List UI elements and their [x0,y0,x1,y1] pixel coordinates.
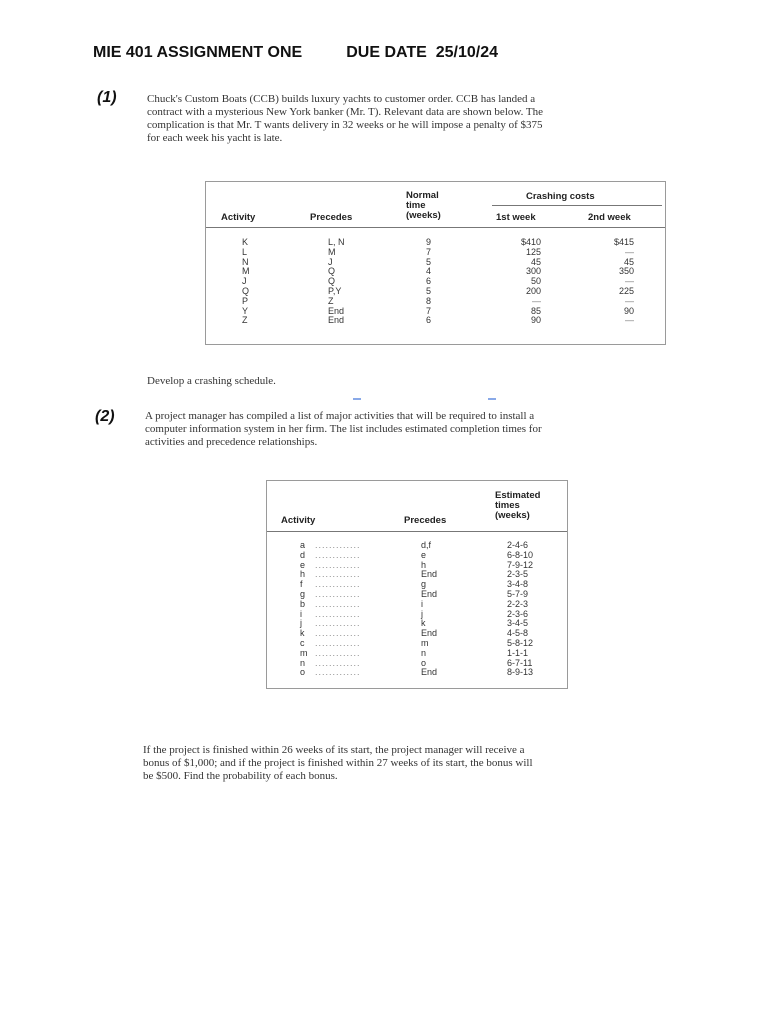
estimated-line: (weeks) [495,510,530,521]
q2-closing-line: If the project is finished within 26 weeks of its start, the project manager will receive a [143,744,525,756]
cell-first-week: 125 [525,246,541,257]
cell-precedes: Q [328,276,336,287]
cell-normal-time: 5 [426,256,432,267]
assignment-header [93,44,498,62]
cell-precedes: k [421,618,426,629]
cell-times: 6-7-11 [507,657,533,668]
cell-precedes: j [421,608,423,619]
cell-second-week: 225 [618,285,634,296]
q1-text-line: for each week his yacht is late. [147,132,283,144]
cell-times: 7-9-12 [507,559,534,570]
cell-precedes: Z [328,295,334,306]
cell-precedes: g [421,579,427,590]
col-first-week [509,238,541,326]
cell-activity: J [242,276,247,287]
col-header-second-week: 2nd week [588,212,631,223]
estimated-line: Estimated [495,490,541,501]
crashing-table [205,181,666,345]
cell-precedes: End [328,315,345,326]
cell-precedes: n [421,647,427,658]
cell-precedes: e [421,549,427,560]
cell-second-week: — [625,295,634,306]
cell-times: 5-7-9 [507,588,529,599]
cell-normal-time: 9 [426,237,432,247]
assignment-title: MIE 401 ASSIGNMENT ONE [93,44,303,61]
q2-text-line: activities and precedence relationships. [145,436,318,448]
crashing-costs-rule [492,205,662,206]
question-2-number: (2) [95,408,115,425]
cell-times: 3-4-8 [507,579,529,590]
cell-precedes: M [328,246,336,257]
question-1-text [147,93,543,145]
col-second-week [594,238,634,326]
cell-times: 2-3-6 [507,608,529,619]
cell-times: 2-3-5 [507,569,529,580]
cell-activity: Y [242,305,249,316]
col-header-normal-time [406,191,441,221]
q2-text-line: A project manager has compiled a list of major activities that will be required to install a [145,410,535,422]
cell-activity: d [300,549,306,560]
cell-activity: g [300,588,306,599]
estimated-line: times [495,500,520,511]
header-rule [206,227,665,228]
cell-precedes: m [421,637,429,648]
cell-normal-time: 7 [426,305,432,316]
cell-second-week: 90 [623,305,634,316]
col-normal-time [426,238,431,326]
cell-activity: L [242,246,248,257]
cell-precedes: End [421,628,438,639]
cell-times: 2-4-6 [507,540,529,550]
cell-times: 8-9-13 [507,667,534,678]
cell-times: 2-2-3 [507,598,529,609]
question-1-number: (1) [97,89,117,106]
cell-times: 1-1-1 [507,647,529,658]
cell-activity: m [300,647,308,658]
cell-first-week: 85 [530,305,541,316]
cell-first-week: — [532,295,541,306]
q1-text-line: contract with a mysterious New York banker (Mr. T). Relevant data are shown below. The [147,106,544,118]
cell-activity: k [300,628,305,639]
normal-time-line: (weeks) [406,210,441,221]
cell-activity: P [242,295,249,306]
cell-normal-time: 6 [426,315,432,326]
col-activity [242,238,250,326]
cell-activity: K [242,237,249,247]
cell-first-week: 200 [525,285,541,296]
cell-activity: j [300,618,302,629]
cell-second-week: — [625,246,634,257]
col-header-estimated-times [495,491,540,521]
cell-normal-time: 6 [426,276,432,287]
question-2-text [145,410,542,449]
cell-activity: Z [242,315,248,326]
header-rule [267,531,567,532]
col-estimated-times [507,541,533,678]
cell-activity: M [242,266,250,277]
cell-activity: Q [242,285,250,296]
col-header-activity: Activity [221,212,256,223]
q2-closing-line: be $500. Find the probability of each bonus. [143,770,338,782]
cell-precedes: End [328,305,345,316]
cell-precedes: L, N [328,237,345,247]
cell-precedes: End [421,667,438,678]
cell-first-week: 50 [530,276,541,287]
cell-activity: b [300,598,306,609]
cell-precedes: Q [328,266,336,277]
col-precedes [328,238,345,326]
cell-precedes: J [328,256,333,267]
cell-precedes: End [421,588,438,599]
col-activity [300,541,308,678]
cell-precedes: i [421,598,423,609]
cell-activity: f [300,579,303,590]
cell-times: 3-4-5 [507,618,529,629]
cell-activity: a [300,540,306,550]
cell-normal-time: 5 [426,285,432,296]
cell-normal-time: 7 [426,246,432,257]
activity-times-table [266,480,568,689]
col-header-precedes: Precedes [310,212,353,223]
cell-normal-time: 8 [426,295,432,306]
q2-closing-line: bonus of $1,000; and if the project is finished within 27 weeks of its start, the bonus will [143,757,533,769]
cell-first-week: $410 [520,237,541,247]
q1-text-line: Chuck's Custom Boats (CCB) builds luxury yachts to customer order. CCB has landed a [147,93,536,105]
cell-second-week: — [625,276,634,287]
question-1-instruction: Develop a crashing schedule. [147,375,276,387]
due-date: DUE DATE 25/10/24 [346,44,498,61]
col-header-activity: Activity [281,515,316,526]
cell-precedes: o [421,657,427,668]
scan-mark [488,398,496,400]
col-header-precedes: Precedes [404,515,447,526]
cell-activity: e [300,559,306,570]
cell-activity: N [242,256,249,267]
col-leader-dots: ............. ............. ............. ............. ............. ............. ............. ............. ............. ............. ............. ............. ............. ............. [315,540,361,678]
cell-normal-time: 4 [426,266,432,277]
cell-times: 4-5-8 [507,628,529,639]
cell-activity: c [300,637,305,648]
cell-second-week: 45 [623,256,634,267]
col-header-crashing-costs: Crashing costs [526,191,595,202]
cell-precedes: h [421,559,427,570]
cell-activity: i [300,608,302,619]
cell-activity: h [300,569,306,580]
cell-activity: o [300,667,306,678]
cell-precedes: P,Y [328,285,342,296]
normal-time-line: time [406,200,426,211]
cell-first-week: 300 [525,266,541,277]
cell-activity: n [300,657,306,668]
col-header-first-week: 1st week [496,212,536,223]
cell-precedes: End [421,569,438,580]
normal-time-line: Normal [406,190,439,201]
cell-first-week: 90 [530,315,541,326]
col-precedes [421,541,437,678]
q1-text-line: complication is that Mr. T wants delivery in 32 weeks or he will impose a penalty of $375 [147,119,543,131]
cell-second-week: — [625,315,634,326]
scan-mark [353,398,361,400]
cell-second-week: 350 [618,266,634,277]
question-2-closing [143,744,533,783]
cell-second-week: $415 [613,237,634,247]
cell-first-week: 45 [530,256,541,267]
q2-text-line: computer information system in her firm. The list includes estimated completion times for [145,423,542,435]
cell-times: 5-8-12 [507,637,534,648]
cell-times: 6-8-10 [507,549,534,560]
cell-precedes: d,f [421,540,432,550]
